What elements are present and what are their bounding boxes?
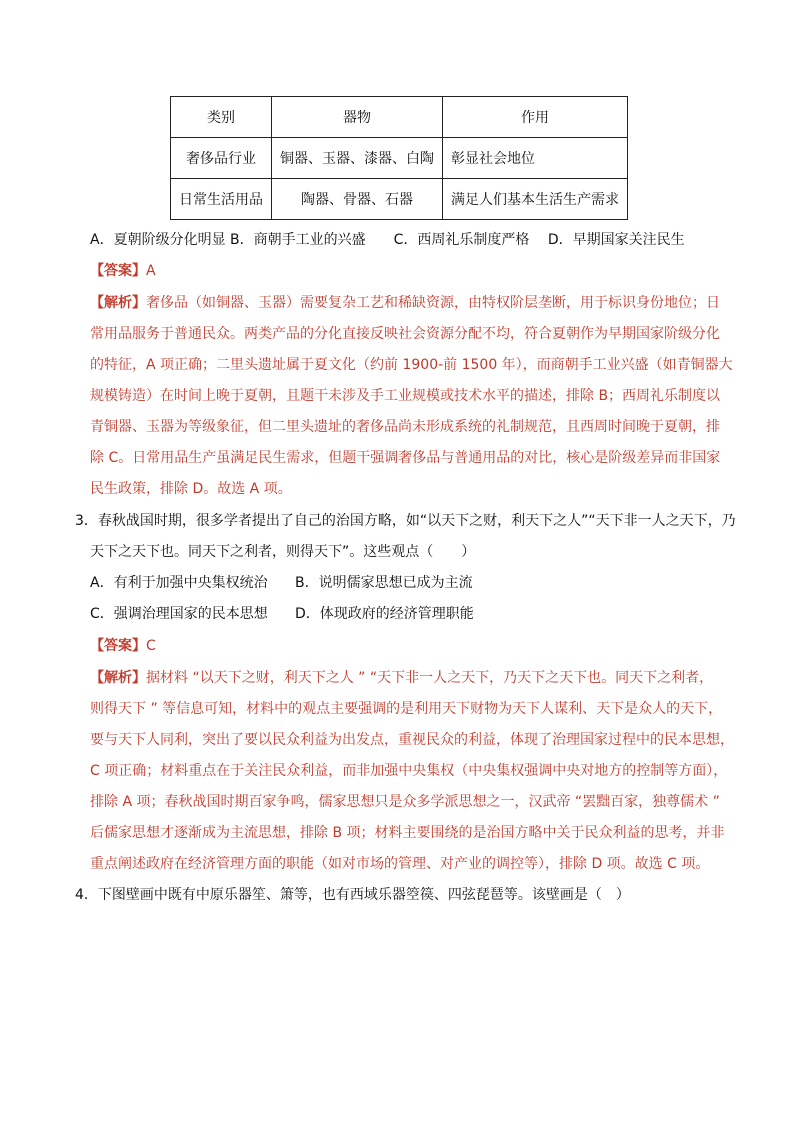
q2-options-line: A．夏朝阶级分化明显 B．商朝手工业的兴盛 C．西周礼乐制度严格 D．早期国家关注民生 [90,232,685,248]
table-header-category: 类别 [171,97,272,138]
q3-analysis-line: 则得天下 ” 等信息可知，材料中的观点主要强调的是利用天下财物为天下人谋利、天下是众人的天下， [90,701,723,717]
q2-answer [90,261,156,281]
q3-analysis-line [90,668,713,688]
q3-option-b: B．说明儒家思想已成为主流 [295,575,473,591]
table-header-row [171,97,628,138]
table-header-artifacts: 器物 [272,97,443,138]
table-cell: 陶器、骨器、石器 [272,179,443,220]
q2-analysis-line: 民生政策，排除 D。故选 A 项。 [90,481,292,497]
q2-analysis-line: 青铜器、玉器为等级象征，但二里头遗址的奢侈品尚未形成系统的礼制规范，且西周时间晚于夏朝，排 [90,419,720,435]
analysis-text: 据材料 “以天下之财，利天下之人 ” “天下非一人之天下，乃天下之天下也。同天下之利者， [146,670,714,686]
q2-analysis-line: 常用品服务于普通民众。两类产品的分化直接反映社会资源分配不均，符合夏朝作为早期国家阶级分化 [90,326,720,342]
analysis-tag: 【解析】 [90,295,146,311]
q3-stem-line: 3．春秋战国时期，很多学者提出了自己的治国方略，如“以天下之财，利天下之人”“天下非一人之天下，乃 [75,513,736,529]
q3-option-a: A．有利于加强中央集权统治 [90,575,268,591]
q3-analysis-line: 重点阐述政府在经济管理方面的职能（如对市场的管理、对产业的调控等），排除 D 项。故选 C 项。 [90,856,710,872]
q3-option-d: D．体现政府的经济管理职能 [295,606,474,622]
q3-analysis-line: 后儒家思想才逐渐成为主流思想，排除 B 项；材料主要围绕的是治国方略中关于民众利益的思考，并非 [90,825,725,841]
table-row [171,179,628,220]
artifact-table [170,96,628,220]
table-header-function: 作用 [443,97,628,138]
q3-answer [90,636,156,656]
q3-analysis-line: 要与天下人同利，突出了要以民众利益为出发点，重视民众的利益，体现了治理国家过程中的民本思想， [90,732,734,748]
analysis-tag: 【解析】 [90,670,146,686]
q2-analysis-line: 除 C。日常用品生产虽满足民生需求，但题干强调奢侈品与普通用品的对比，核心是阶级差异而非国家 [90,450,721,466]
table-row [171,138,628,179]
q2-analysis-line: 规模铸造）在时间上晚于夏朝，且题干未涉及手工业规模或技术水平的描述，排除 B；西周礼乐制度以 [90,388,721,404]
table-cell: 满足人们基本生活生产需求 [443,179,628,220]
table-cell: 彰显社会地位 [443,138,628,179]
q3-analysis-line: C 项正确；材料重点在于关注民众利益，而非加强中央集权（中央集权强调中央对地方的控制等方面）， [90,763,728,779]
table-cell: 奢侈品行业 [171,138,272,179]
table-cell: 日常生活用品 [171,179,272,220]
answer-value: C [146,638,156,654]
answer-value: A [146,263,156,279]
q3-analysis-line: 排除 A 项；春秋战国时期百家争鸣，儒家思想只是众多学派思想之一，汉武帝 “罢黜百家，独尊儒术 ” [90,794,720,810]
answer-tag: 【答案】 [90,263,146,279]
q2-analysis-line [90,293,720,313]
analysis-text: 奢侈品（如铜器、玉器）需要复杂工艺和稀缺资源，由特权阶层垄断，用于标识身份地位；日 [146,295,720,311]
table-cell: 铜器、玉器、漆器、白陶 [272,138,443,179]
q4-stem: 4．下图壁画中既有中原乐器笙、箫等，也有西域乐器箜篌、四弦琵琶等。该壁画是（ ） [75,887,630,903]
q3-stem-line: 天下之天下也。同天下之利者，则得天下”。这些观点（ ） [90,544,476,560]
q2-analysis-line: 的特征，A 项正确；二里头遗址属于夏文化（约前 1900-前 1500 年），而商朝手工业兴盛（如青铜器大 [90,357,733,373]
q3-option-c: C．强调治理国家的民本思想 [90,606,268,622]
answer-tag: 【答案】 [90,638,146,654]
